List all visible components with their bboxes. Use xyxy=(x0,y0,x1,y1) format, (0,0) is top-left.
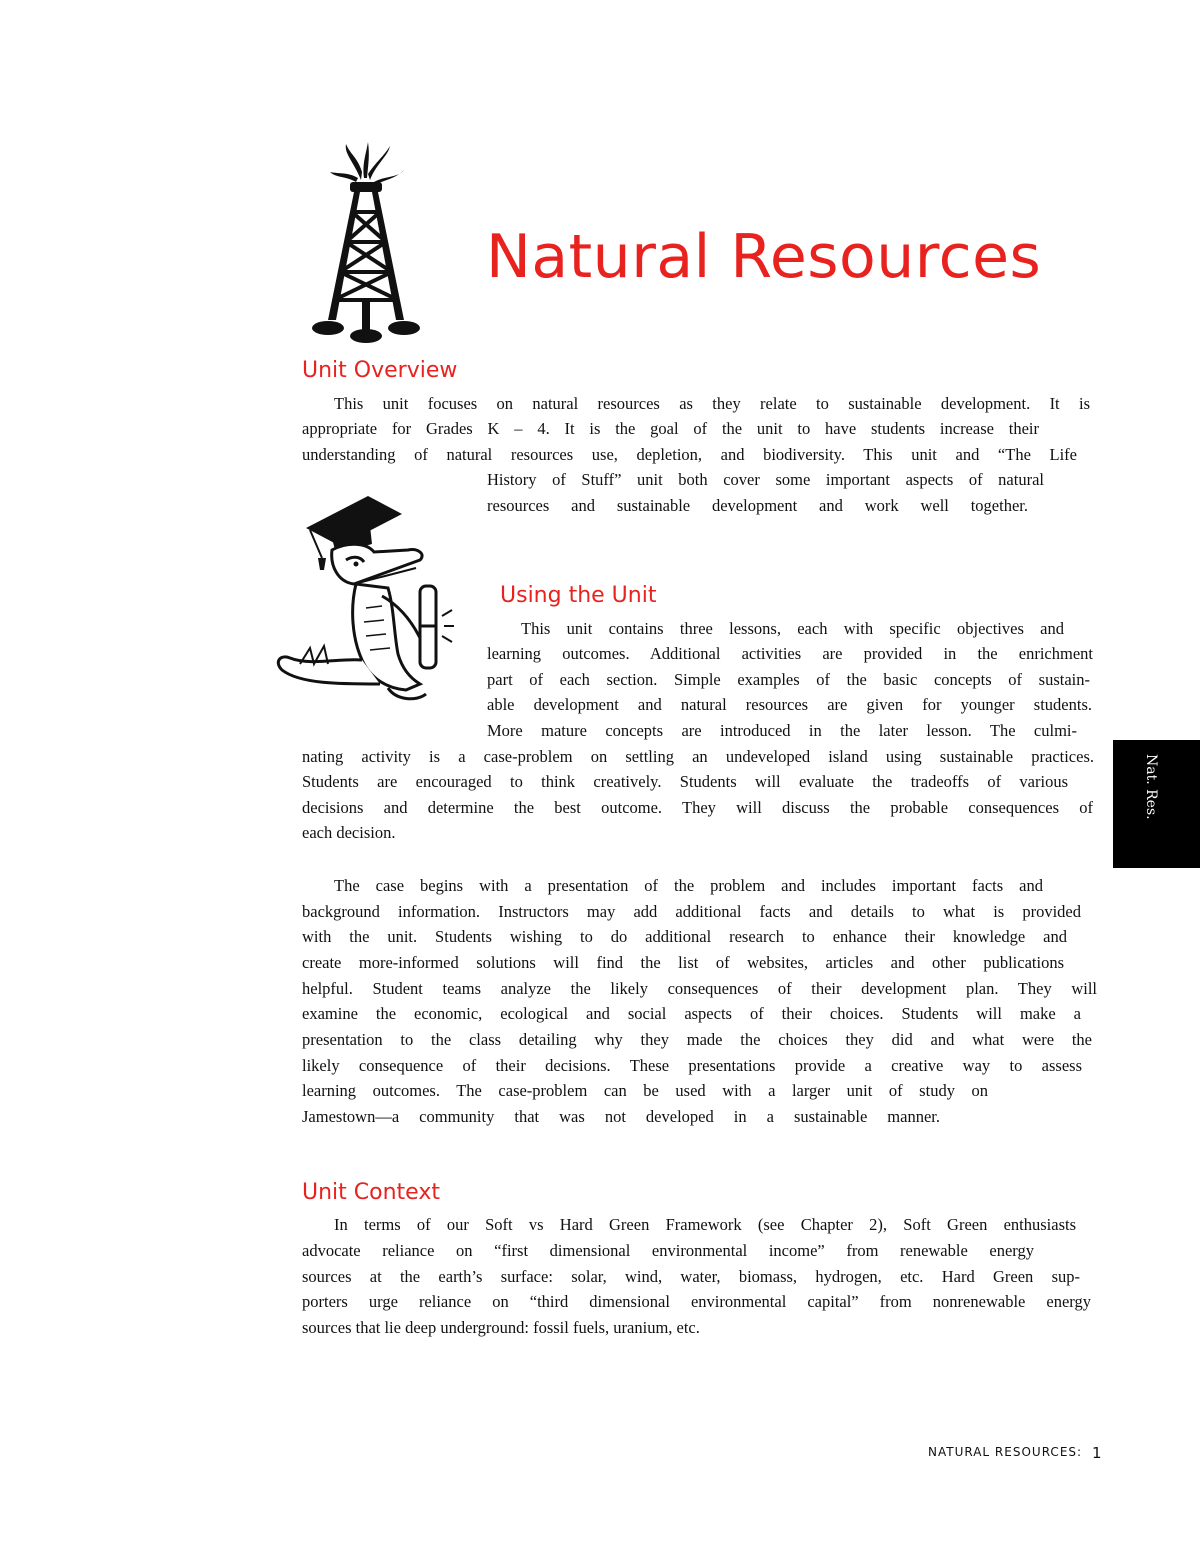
case-line: create more-informed solutions will find the list of websites, articles and other publications xyxy=(302,953,1064,972)
overview-line: appropriate for Grades K – 4. It is the goal of the unit to have students increase their xyxy=(302,419,1039,438)
using-line: each decision. xyxy=(302,823,396,842)
case-line: helpful. Student teams analyze the likely consequences of their development plan. They will xyxy=(302,979,1097,998)
section-tab xyxy=(1113,740,1200,868)
using-line: able development and natural resources are given for younger students. xyxy=(487,695,1092,714)
unit-overview-heading: Unit Overview xyxy=(302,358,458,383)
using-line: decisions and determine the best outcome. They will discuss the probable consequences of xyxy=(302,798,1093,817)
section-tab-label: Nat. Res. xyxy=(1143,754,1159,820)
case-line: likely consequence of their decisions. These presentations provide a creative way to assess xyxy=(302,1056,1082,1075)
overview-line: This unit focuses on natural resources as they relate to sustainable development. It is xyxy=(334,394,1090,413)
case-line: with the unit. Students wishing to do additional research to enhance their knowledge and xyxy=(302,927,1067,946)
oil-derrick-illustration xyxy=(306,142,426,347)
page-number: 1 xyxy=(1092,1444,1102,1462)
unit-context-heading: Unit Context xyxy=(302,1180,440,1205)
case-line: The case begins with a presentation of the problem and includes important facts and xyxy=(334,876,1043,895)
context-line: sources at the earth’s surface: solar, wind, water, biomass, hydrogen, etc. Hard Green sup- xyxy=(302,1267,1080,1286)
case-line: learning outcomes. The case-problem can be used with a larger unit of study on xyxy=(302,1081,988,1100)
case-line: background information. Instructors may add additional facts and details to what is provided xyxy=(302,902,1081,921)
context-line: porters urge reliance on “third dimensional environmental capital” from nonrenewable energy xyxy=(302,1292,1091,1311)
using-line: nating activity is a case-problem on settling an undeveloped island using sustainable practices. xyxy=(302,747,1094,766)
context-line: In terms of our Soft vs Hard Green Framework (see Chapter 2), Soft Green enthusiasts xyxy=(334,1215,1076,1234)
using-line: More mature concepts are introduced in the later lesson. The culmi- xyxy=(487,721,1077,740)
overview-line: resources and sustainable development and work well together. xyxy=(487,496,1028,515)
using-the-unit-heading: Using the Unit xyxy=(500,583,657,608)
case-line: presentation to the class detailing why they made the choices they did and what were the xyxy=(302,1030,1092,1049)
overview-line: History of Stuff” unit both cover some important aspects of natural xyxy=(487,470,1044,489)
footer-label: NATURAL RESOURCES: xyxy=(928,1445,1083,1459)
page-title: Natural Resources xyxy=(486,222,1042,292)
case-line: examine the economic, ecological and social aspects of their choices. Students will make a xyxy=(302,1004,1081,1023)
graduate-alligator-illustration xyxy=(270,488,460,713)
context-line: sources that lie deep underground: fossil fuels, uranium, etc. xyxy=(302,1318,700,1337)
case-line: Jamestown—a community that was not developed in a sustainable manner. xyxy=(302,1107,940,1126)
overview-line: understanding of natural resources use, depletion, and biodiversity. This unit and “The Life xyxy=(302,445,1077,464)
using-line: part of each section. Simple examples of the basic concepts of sustain- xyxy=(487,670,1090,689)
using-line: This unit contains three lessons, each with specific objectives and xyxy=(521,619,1064,638)
using-line: learning outcomes. Additional activities are provided in the enrichment xyxy=(487,644,1093,663)
context-line: advocate reliance on “first dimensional environmental income” from renewable energy xyxy=(302,1241,1034,1260)
using-line: Students are encouraged to think creatively. Students will evaluate the tradeoffs of various xyxy=(302,772,1068,791)
